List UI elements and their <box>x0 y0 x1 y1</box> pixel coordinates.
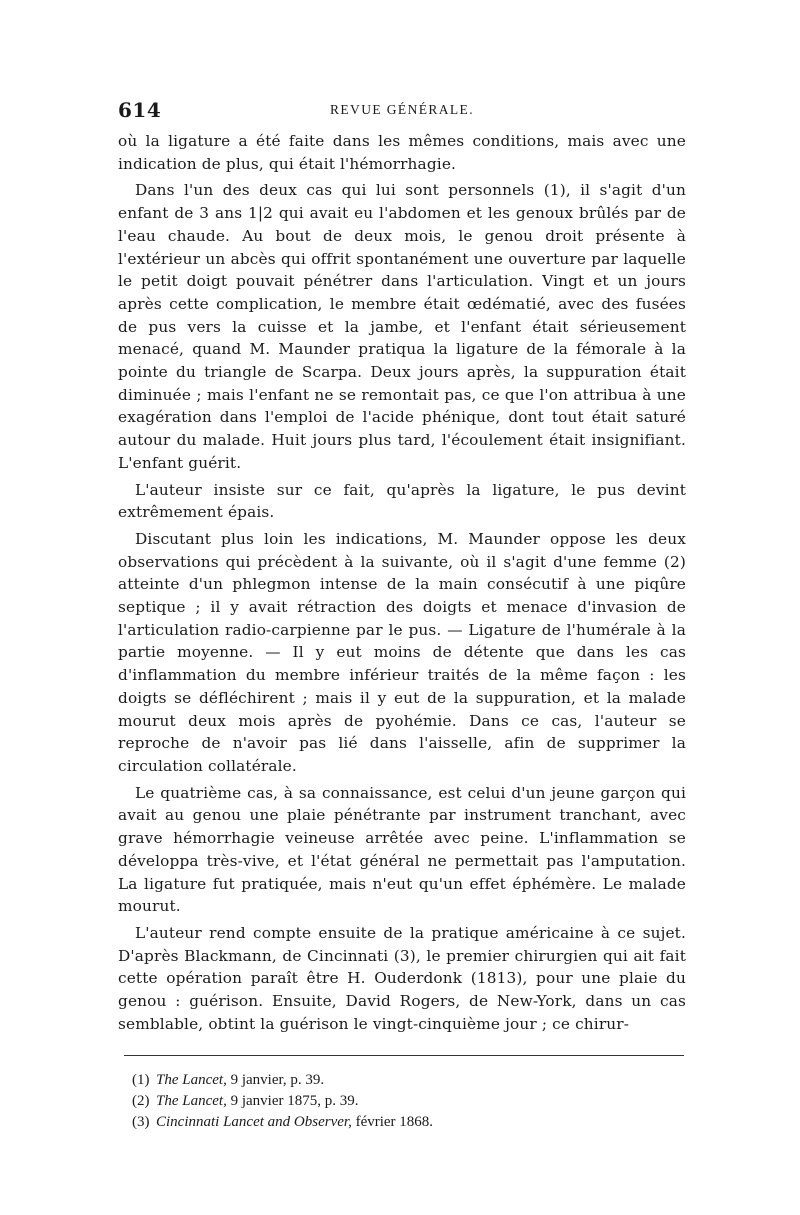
footnote-text: 9 janvier, p. 39. <box>226 1072 325 1089</box>
paragraph: Discutant plus loin les indications, M. Maunder oppose les deux observations qui précèdent à la suivante, où il s'agit d'une femme (2) atteinte d'un phlegmon intense de la main consécutif à une piqûre septique ; il y avait rétraction des doigts et menace d'invasion de l'articulation radio-carpienne par le pus. — Ligature de l'humérale à la partie moyenne. — Il y eut moins de détente que dans les cas d'inflammation du membre inférieur traités de la même façon : les doigts se défléchirent ; mais il y eut de la suppuration, et la malade mourut deux mois après de pyohémie. Dans ce cas, l'auteur se reproche de n'avoir pas lié dans l'aisselle, afin de supprimer la circulation collatérale. <box>118 529 686 775</box>
footnote-marker: (2) <box>132 1093 150 1110</box>
footnote-journal: The Lancet, <box>156 1093 227 1110</box>
paragraph: L'auteur insiste sur ce fait, qu'après la ligature, le pus devint extrêmement épais. <box>118 480 686 522</box>
footnotes <box>118 1070 686 1133</box>
footnote-journal: The Lancet, <box>156 1072 227 1089</box>
paragraph: L'auteur rend compte ensuite de la pratique américaine à ce sujet. D'après Blackmann, de Cincinnati (3), le premier chirurgien qui ait fait cette opération paraît être H. Ouderdonk (1813), pour une plaie du genou : guérison. Ensuite, David Rogers, de New-York, dans un cas semblable, obtint la guérison le vingt-cinquième jour ; ce chirur- <box>118 923 686 1033</box>
paragraph: où la ligature a été faite dans les mêmes conditions, mais avec une indication de plus, qui était l'hémorrhagie. <box>118 132 686 173</box>
page-header <box>118 98 686 126</box>
page-number: 614 <box>118 98 162 122</box>
footnote-journal: Cincinnati Lancet and Observer, <box>156 1114 352 1131</box>
footnote-marker: (3) <box>132 1114 150 1131</box>
footnote-text: 9 janvier 1875, p. 39. <box>226 1093 359 1110</box>
footnote <box>132 1091 686 1112</box>
page <box>118 98 686 1133</box>
footnote-divider <box>124 1055 684 1056</box>
footnote-text: février 1868. <box>351 1114 434 1131</box>
paragraph: Dans l'un des deux cas qui lui sont personnels (1), il s'agit d'un enfant de 3 ans 1|2 qui avait eu l'abdomen et les genoux brûlés par de l'eau chaude. Au bout de deux mois, le genou droit présente à l'extérieur un abcès qui offrit spontanément une ouverture par laquelle le petit doigt pouvait pénétrer dans l'articulation. Vingt et un jours après cette complication, le membre était œdématié, avec des fusées de pus vers la cuisse et la jambe, et l'enfant était sérieusement menacé, quand M. Maunder pratiqua la ligature de la fémorale à la pointe du triangle de Scarpa. Deux jours après, la suppuration était diminuée ; mais l'enfant ne se remontait pas, ce que l'on attribua à une exagération dans l'emploi de l'acide phénique, dont tout était saturé autour du malade. Huit jours plus tard, l'écoulement était insignifiant. L'enfant guérit. <box>118 181 686 472</box>
body-text <box>118 130 686 1035</box>
paragraph: Le quatrième cas, à sa connaissance, est celui d'un jeune garçon qui avait au genou une plaie pénétrante par instrument tranchant, avec grave hémorrhagie veineuse arrêtée avec peine. L'inflammation se développa très-vive, et l'état général ne permettait pas l'amputation. La ligature fut pratiquée, mais n'eut qu'un effet éphémère. Le malade mourut. <box>118 783 686 916</box>
footnote <box>132 1070 686 1091</box>
footnote <box>132 1112 686 1133</box>
footnote-marker: (1) <box>132 1072 150 1089</box>
running-title: REVUE GÉNÉRALE. <box>330 102 474 117</box>
